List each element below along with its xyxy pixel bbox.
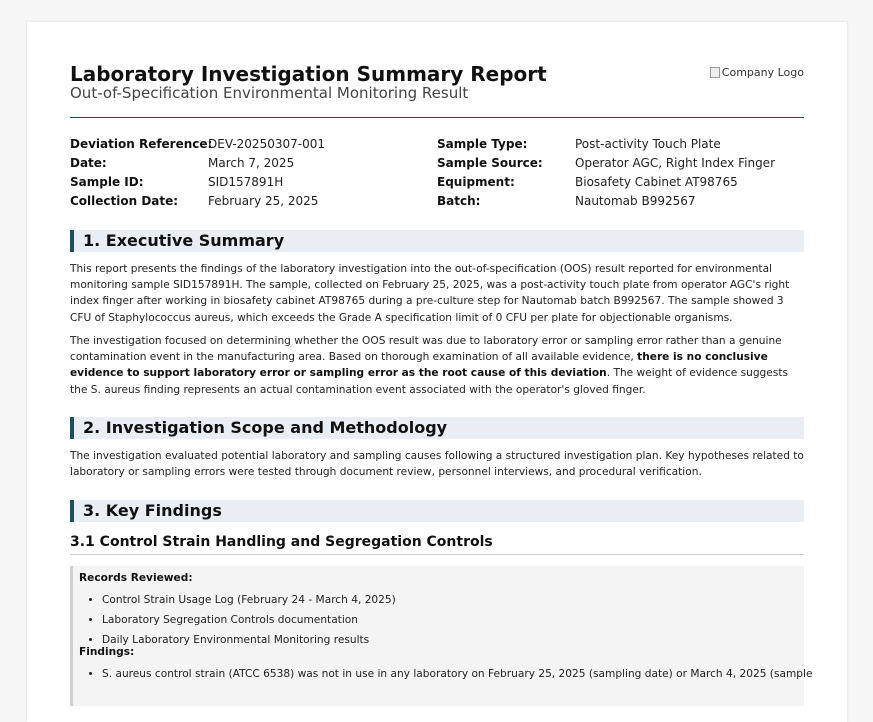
metadata-label: Deviation Reference:: [70, 137, 213, 151]
record-item: • Daily Laboratory Environmental Monitoring results: [102, 630, 804, 650]
metadata-label: Equipment:: [437, 175, 515, 189]
metadata-value: March 7, 2025: [208, 156, 295, 170]
metadata-label: Sample Type:: [437, 137, 528, 151]
metadata-value: Operator AGC, Right Index Finger: [575, 156, 775, 170]
metadata-label: Sample Source:: [437, 156, 543, 170]
metadata-value: February 25, 2025: [208, 194, 319, 208]
metadata-row: [70, 192, 325, 211]
metadata-value: Nautomab B992567: [575, 194, 696, 208]
methodology-paragraph: The investigation evaluated potential laboratory and sampling causes following a structured investigation plan. Key hypotheses related to laboratory or sampling errors were tested through document review, personnel interviews, and procedural verification.: [70, 450, 804, 479]
conclusion-emphasis: there is no conclusive evidence to support laboratory error or sampling error as the root cause of this deviation: [70, 351, 768, 380]
metadata-right: [437, 135, 775, 211]
metadata-row: [70, 173, 325, 192]
metadata-row: [70, 154, 325, 173]
records-list: [79, 590, 804, 650]
report-title: Laboratory Investigation Summary Report: [70, 62, 547, 86]
record-item: • Control Strain Usage Log (February 24 - March 4, 2025): [102, 590, 804, 610]
conclusion-text-start: The investigation focused on determining whether the OOS result was due to laboratory error or sampling error rather than a genuine contamination event in the manufacturing area. Based on thorough examination of all available evidence,: [70, 335, 782, 364]
metadata-value: SID157891H: [208, 175, 284, 189]
metadata-row: [437, 192, 775, 211]
findings-label: Findings:: [79, 646, 135, 658]
records-review-box: [70, 566, 813, 706]
report-page: [27, 22, 847, 722]
executive-summary-conclusion: [70, 333, 804, 398]
metadata-row: [70, 135, 325, 154]
metadata-row: [437, 173, 775, 192]
metadata-value: Biosafety Cabinet AT98765: [575, 175, 738, 189]
company-logo: [710, 66, 804, 79]
metadata-label: Sample ID:: [70, 175, 144, 189]
metadata-label: Collection Date:: [70, 194, 179, 208]
metadata-label: Date:: [70, 156, 107, 170]
section-heading-key-findings: 3. Key Findings: [70, 500, 804, 522]
metadata-label: Batch:: [437, 194, 481, 208]
metadata-value: DEV-20250307-001: [208, 137, 325, 151]
header-divider: [70, 117, 804, 118]
record-item: • Laboratory Segregation Controls documentation: [102, 610, 804, 630]
subsection-heading-control-strain: 3.1 Control Strain Handling and Segregation Controls: [70, 534, 804, 555]
report-subtitle: Out-of-Specification Environmental Monitoring Result: [70, 84, 469, 102]
broken-image-icon: [710, 67, 720, 78]
metadata-row: [437, 154, 775, 173]
company-logo-alt-text: Company Logo: [721, 66, 804, 79]
conclusion-text-end: . The weight of evidence suggests the S. aureus finding represents an actual contamination event associated with the operator's gloved finger.: [70, 367, 788, 396]
finding-item: • S. aureus control strain (ATCC 6538) was not in use in any laboratory on February 25, 2025 (sampling date) or March 4, 2025 (sample: [102, 664, 804, 684]
records-reviewed-label: Records Reviewed:: [79, 572, 193, 584]
executive-summary-paragraph: This report presents the findings of the laboratory investigation into the out-of-specification (OOS) result reported for environmental monitoring sample SID157891H. The sample, collected on February 25, 2025, was a post-activity touch plate from operator AGC's right index finger after working in biosafety cabinet AT98765 during a pre-culture step for Nautomab batch B992567. The sample showed 3 CFU of Staphylococcus aureus, which exceeds the Grade A specification limit of 0 CFU per plate for objectionable organisms.: [70, 263, 790, 324]
metadata-left: [70, 135, 325, 211]
findings-list: [79, 664, 813, 684]
section-heading-methodology: 2. Investigation Scope and Methodology: [70, 417, 804, 439]
metadata-value: Post-activity Touch Plate: [575, 137, 721, 151]
metadata-row: [437, 135, 775, 154]
section-heading-executive-summary: 1. Executive Summary: [70, 230, 804, 252]
